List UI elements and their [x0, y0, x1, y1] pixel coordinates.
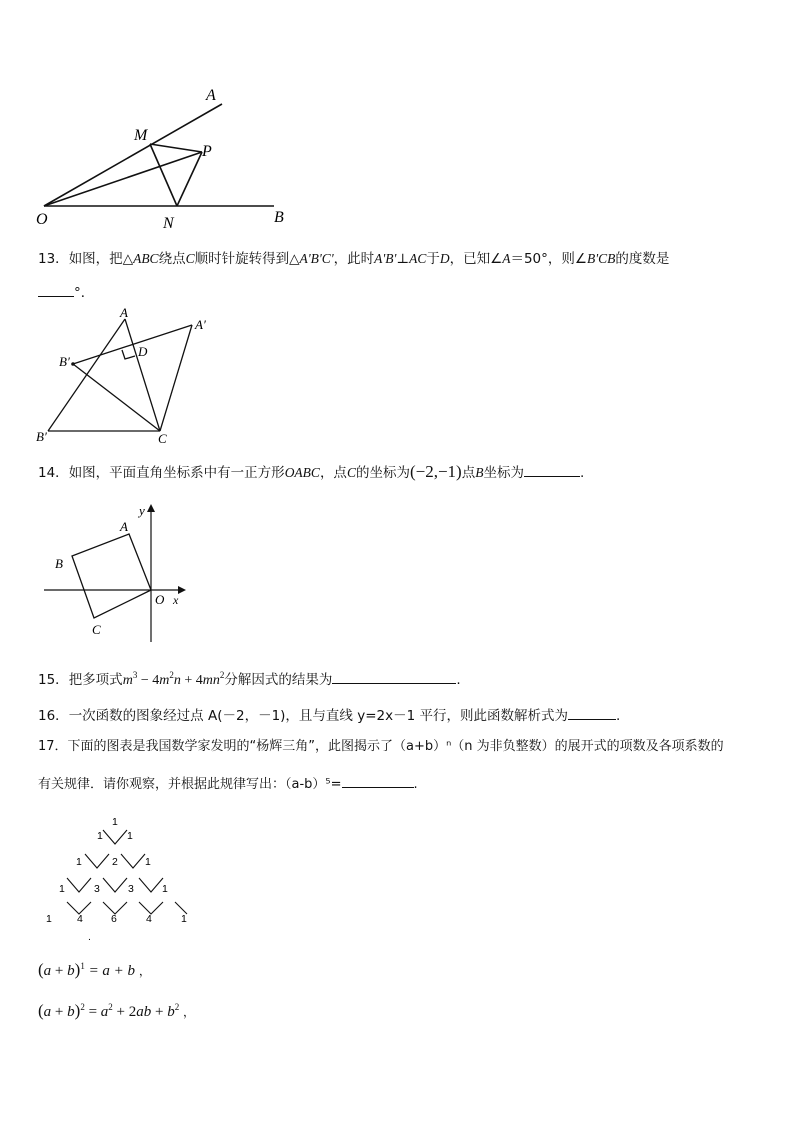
question-number: 15．: [38, 672, 69, 688]
label-B: B: [55, 556, 63, 571]
triangle-r4-2: 6: [111, 913, 117, 925]
polynomial: $m^3 - 4m^2n + 4mn^2$: [122, 670, 225, 688]
label-x: x: [173, 593, 179, 607]
question-15: 15．把多项式$m^3 - 4m^2n + 4mn^2$分解因式的结果为 .: [38, 670, 461, 688]
triangle-r3-3: 1: [162, 883, 168, 895]
triangle-r0-0: 1: [112, 816, 118, 828]
answer-blank[interactable]: [342, 773, 414, 788]
triangle-r2-1: 2: [112, 856, 118, 868]
question-number: 16．: [38, 708, 69, 724]
triangle-r2-0: 1: [76, 856, 82, 868]
question-16: 16．一次函数的图象经过点 A(－2，－1)，且与直线 y=2x－1 平行，则此函数解析式为 .: [38, 705, 620, 726]
question-13-line1: 13．如图，把△ABC绕点C顺时针旋转得到△A'B'C'，此时A'B'⊥AC于D，已知∠A＝50°，则∠B'CB的度数是: [38, 251, 670, 267]
triangle-r3-1: 3: [94, 883, 100, 895]
question-number: 14．: [38, 465, 69, 481]
triangle-r4-0: 1: [46, 913, 52, 925]
label-A: A: [206, 87, 216, 104]
answer-blank[interactable]: [38, 282, 74, 297]
figure-square-coordinates: [38, 500, 198, 648]
label-A: A: [120, 305, 128, 320]
triangle-r3-2: 3: [128, 883, 134, 895]
question-number: 17．: [38, 739, 68, 754]
label-B-prime: B′: [59, 354, 70, 369]
triangle-r1-1: 1: [127, 830, 133, 842]
label-y: y: [139, 503, 145, 518]
triangle-r4-1: 4: [77, 913, 83, 925]
label-N: N: [163, 215, 174, 230]
answer-blank[interactable]: [332, 669, 456, 684]
label-P: P: [202, 143, 212, 160]
label-M: M: [134, 127, 148, 144]
question-13-line2: °．: [38, 282, 94, 303]
triangle-r1-0: 1: [97, 830, 103, 842]
label-O: O: [36, 211, 48, 228]
expansion-2: $(a + b)^2 = a^2 + 2ab + b^2$ ，: [38, 1001, 195, 1020]
answer-blank[interactable]: [568, 705, 616, 720]
label-A-prime: A′: [195, 317, 206, 332]
yang-hui-triangle: [30, 808, 210, 948]
question-17-line1: 17．下面的图表是我国数学家发明的“杨辉三角”，此图揭示了（a+b）ⁿ（n 为非负整数）的展开式的项数及各项系数的: [38, 739, 724, 754]
label-B: B: [274, 209, 284, 226]
answer-blank[interactable]: [524, 462, 580, 477]
figure-rotation: [30, 303, 220, 445]
expansion-1: $(a + b)^1 = a + b$ ，: [38, 960, 151, 979]
triangle-r3-0: 1: [59, 883, 65, 895]
label-B: B′: [36, 429, 47, 444]
question-14: 14．如图，平面直角坐标系中有一正方形OABC，点C的坐标为(−2,−1)点B坐标为 .: [38, 462, 585, 481]
label-O: O: [155, 592, 165, 607]
label-C: C: [92, 622, 101, 637]
label-A: A: [120, 519, 128, 534]
triangle-r2-2: 1: [145, 856, 151, 868]
figure-angle-mpn: [30, 80, 300, 230]
triangle-r4-3: 4: [146, 913, 152, 925]
question-number: 13．: [38, 251, 69, 267]
triangle-dot: .: [88, 931, 91, 943]
question-17-line2: 有关规律．请你观察，并根据此规律写出：（a-b）⁵= .: [38, 773, 418, 795]
label-D: D: [138, 344, 148, 359]
label-C: C: [158, 431, 167, 445]
triangle-r4-4: 1: [181, 913, 187, 925]
